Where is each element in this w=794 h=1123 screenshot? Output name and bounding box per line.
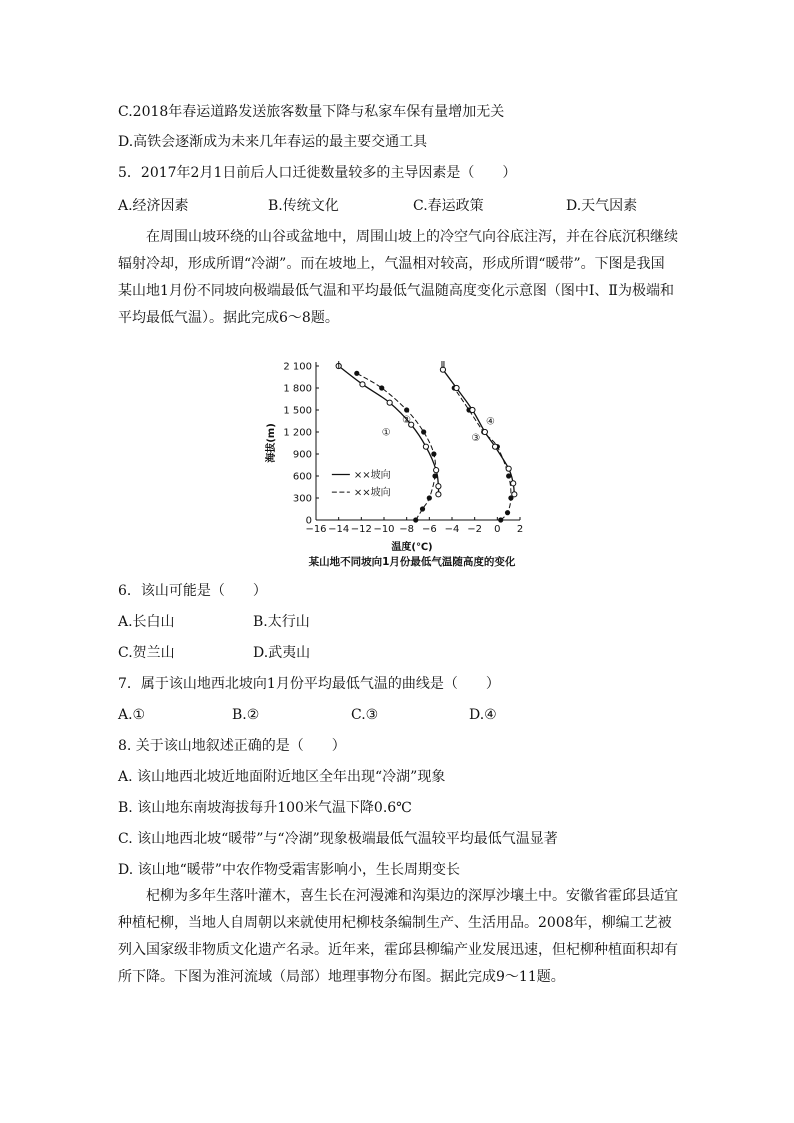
- y-tick-label: 300: [292, 493, 312, 505]
- y-tick-label: 900: [292, 449, 312, 461]
- y-tick-label: 1 200: [283, 427, 312, 439]
- q7-options: [118, 705, 678, 725]
- series-1-point: [354, 371, 359, 376]
- q7-option-b: B.②: [232, 707, 260, 723]
- series-2-point: [360, 382, 365, 387]
- q5-option-c: C.春运政策: [413, 198, 484, 214]
- group-label-1: Ⅰ: [337, 360, 341, 371]
- series-1-point: [431, 451, 436, 456]
- q4-option-c: C.2018年春运道路发送旅客数量下降与私家车保有量增加无关: [118, 104, 505, 120]
- q6-stem: 6．该山可能是（ ）: [118, 583, 267, 599]
- series-1-point: [420, 506, 425, 511]
- x-tick-label: −4: [444, 524, 460, 535]
- legend-dashed-label: ××坡向: [353, 487, 391, 499]
- series-3-point: [498, 517, 503, 522]
- q5-option-b: B.传统文化: [268, 198, 339, 214]
- series-4-point: [511, 481, 516, 486]
- x-tick-label: −10: [373, 524, 395, 535]
- series-3-line: [454, 388, 511, 520]
- series-1-point: [413, 517, 418, 522]
- chart-title: 某山地不同坡向1月份最低气温随高度的变化: [308, 556, 516, 568]
- q6-option-d: D.武夷山: [253, 645, 311, 661]
- altitude-temperature-chart: [262, 356, 540, 572]
- y-tick-label: 0: [305, 515, 312, 527]
- series-2-point: [423, 444, 428, 449]
- chart-svg: [262, 356, 540, 572]
- x-tick-label: −16: [305, 524, 327, 535]
- q7-option-a: A.①: [118, 707, 146, 723]
- x-tick-label: −14: [328, 524, 350, 535]
- q7-option-d: D.④: [469, 707, 497, 723]
- q6-options-row1: [118, 612, 678, 632]
- q5-option-a: A.经济因素: [118, 198, 189, 214]
- passage-6-8-text: 在周围山坡环绕的山谷或盆地中，周围山坡上的冷空气向谷底注泻，并在谷底沉积继续辐射冷却，形成所谓“冷湖”。而在坡地上，气温相对较高，形成所谓“暖带”。下图是我国某山地1月份不同坡向极端最低气温和平均最低气温随高度变化示意图（图中Ⅰ、Ⅱ为极端和平均最低气温）。据此完成6～8题。: [118, 229, 678, 326]
- q6-option-b: B.太行山: [253, 614, 310, 630]
- q5-options: [118, 196, 678, 216]
- passage-6-8: [118, 224, 678, 332]
- x-tick-label: −2: [467, 524, 483, 535]
- series-1-point: [427, 495, 432, 500]
- x-axis-label: 温度(℃): [391, 542, 433, 553]
- q8-stem: 8. 关于该山地叙述正确的是（ ）: [118, 738, 346, 754]
- group-label-2: Ⅱ: [440, 360, 446, 371]
- x-tick-label: −6: [421, 524, 437, 535]
- q7-stem: 7．属于该山地西北坡向1月份平均最低气温的曲线是（ ）: [118, 676, 500, 692]
- series-2-point: [434, 468, 439, 473]
- series-2-label: ②: [402, 415, 412, 427]
- series-1-point: [421, 429, 426, 434]
- y-axis-label: 海拔(m): [266, 423, 277, 463]
- q8-option-c: C. 该山地西北坡“暖带”与“冷湖”现象极端最低气温较平均最低气温显著: [118, 831, 558, 847]
- series-4-point: [482, 429, 487, 434]
- q6-option-a: A.长白山: [118, 614, 175, 630]
- x-tick-label: −8: [399, 524, 415, 535]
- y-tick-label: 600: [292, 471, 312, 483]
- series-2-point: [436, 492, 441, 497]
- series-3-label: ③: [471, 432, 481, 444]
- series-3-point: [505, 510, 510, 515]
- x-tick-label: 0: [494, 524, 501, 535]
- x-tick-label: −12: [350, 524, 372, 535]
- series-4-point: [492, 444, 497, 449]
- series-2-point: [387, 400, 392, 405]
- q6-option-c: C.贺兰山: [118, 645, 175, 661]
- series-4-point: [470, 407, 475, 412]
- y-tick-label: 1 500: [283, 405, 312, 417]
- q4-option-d: D.高铁会逐渐成为未来几年春运的最主要交通工具: [118, 134, 428, 150]
- q5-option-d: D.天气因素: [566, 198, 638, 214]
- series-4-point: [454, 385, 459, 390]
- series-1-point: [404, 407, 409, 412]
- y-tick-label: 2 100: [283, 361, 312, 373]
- legend-solid-label: ××坡向: [353, 470, 391, 482]
- q6-options-row2: [118, 643, 678, 663]
- q7-option-c: C.③: [351, 707, 379, 723]
- q8-option-b: B. 该山地东南坡海拔每升100米气温下降0.6℃: [118, 800, 412, 816]
- series-1-label: ①: [381, 427, 391, 439]
- series-1-point: [379, 385, 384, 390]
- q8-option-a: A. 该山地西北坡近地面附近地区全年出现“冷湖”现象: [118, 769, 446, 785]
- series-4-point: [506, 466, 511, 471]
- series-4-point: [512, 492, 517, 497]
- passage-9-11-text: 杞柳为多年生落叶灌木，喜生长在河漫滩和沟渠边的深厚沙壤土中。安徽省霍邱县适宜种植杞柳，当地人自周朝以来就使用杞柳枝条编制生产、生活用品。2008年，柳编工艺被列入国家级非物质文化遗产名录。近年来，霍邱县柳编产业发展迅速，但杞柳种植面积却有所下降。下图为淮河流域（局部）地理事物分布图。据此完成9～11题。: [118, 888, 678, 985]
- series-4-label: ④: [486, 416, 496, 428]
- x-tick-label: 2: [516, 524, 524, 535]
- series-2-point: [436, 484, 441, 489]
- passage-9-11: [118, 883, 678, 991]
- q8-option-d: D. 该山地“暖带”中农作物受霜害影响小，生长周期变长: [118, 862, 460, 878]
- y-tick-label: 1 800: [283, 383, 312, 395]
- q5-stem: 5．2017年2月1日前后人口迁徙数量较多的主导因素是（ ）: [118, 165, 517, 181]
